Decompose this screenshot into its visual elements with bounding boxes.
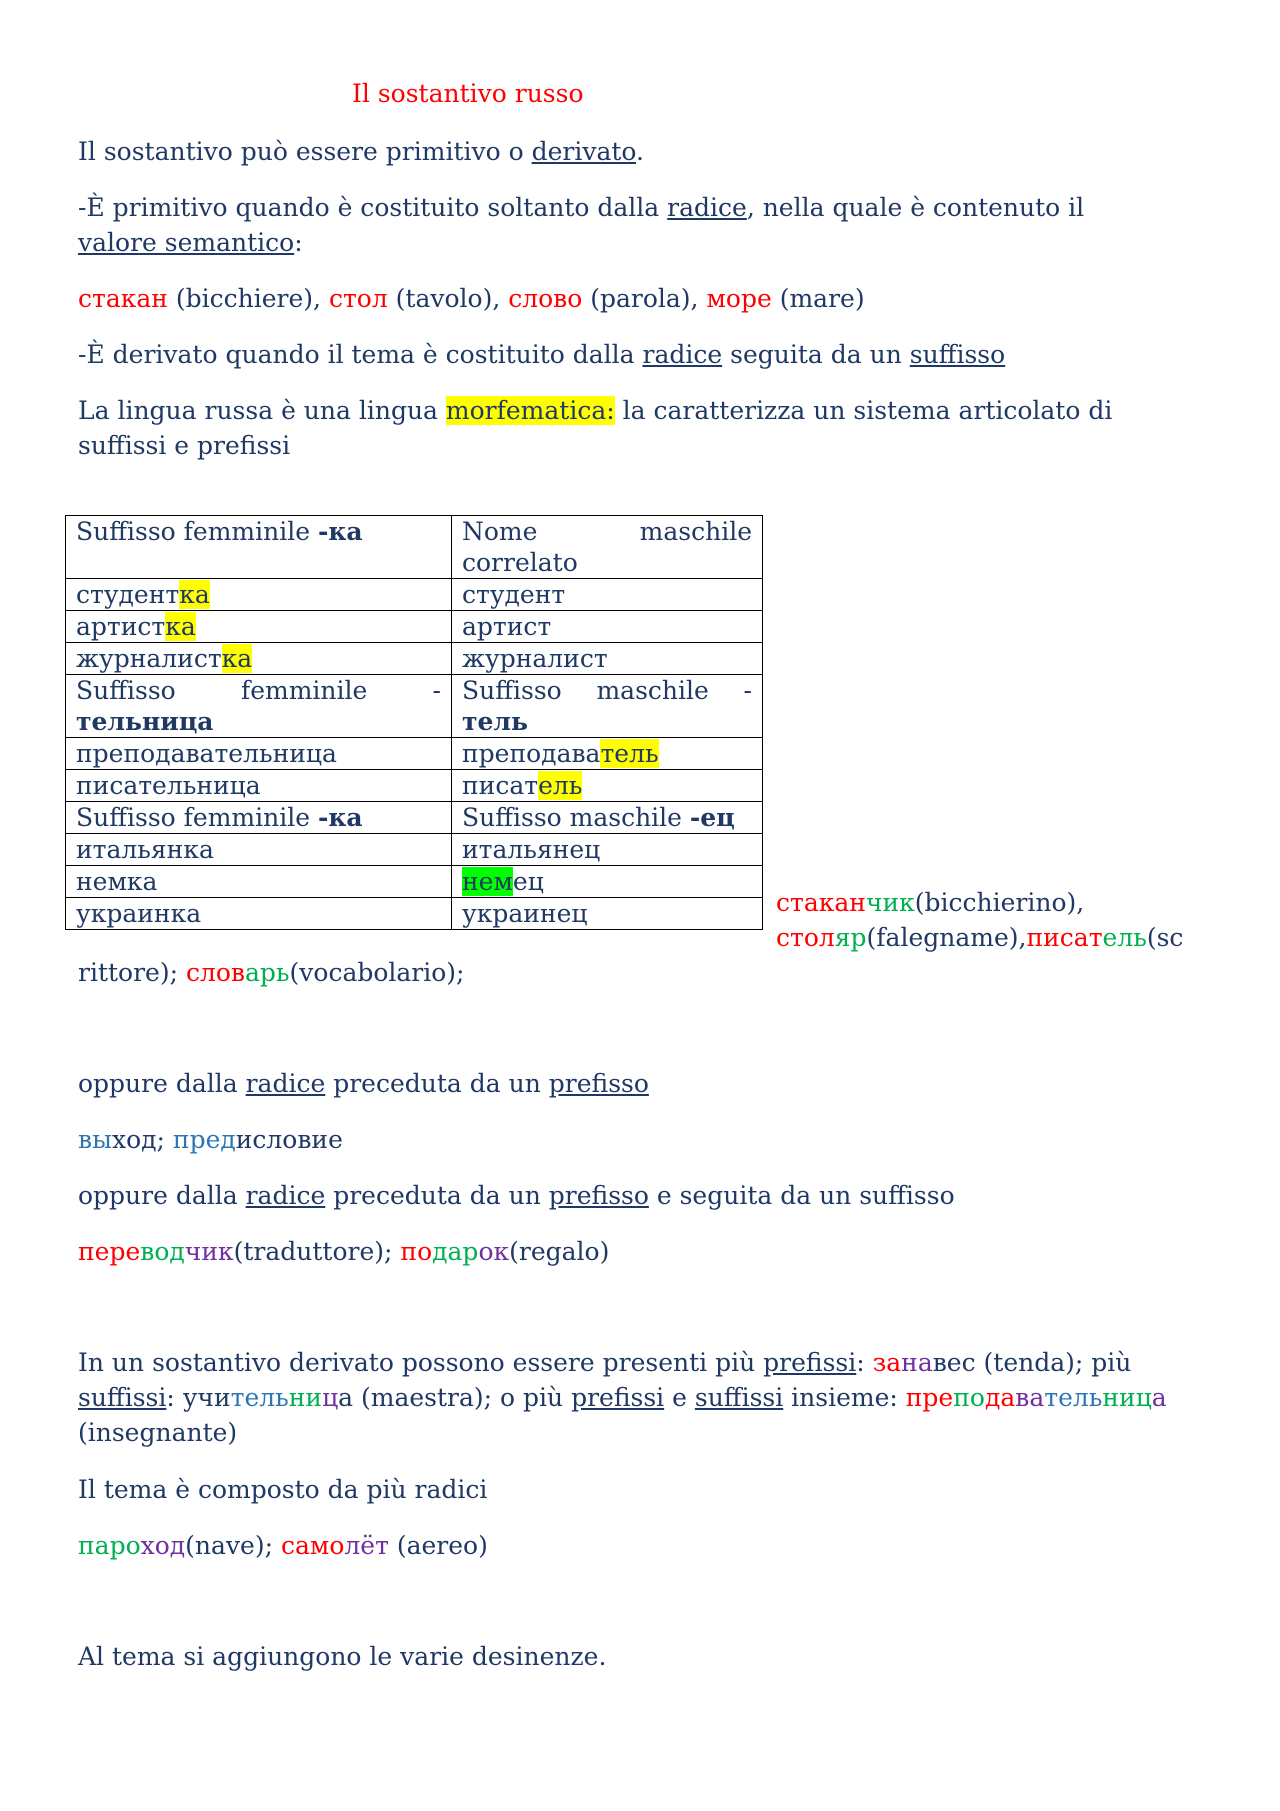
- table-row: [66, 675, 763, 738]
- multi-line-1: In un sostantivo derivato possono essere presenti più prefissi: занавес (tenda); più: [78, 1348, 1132, 1377]
- primitive-paragraph: [78, 190, 1210, 260]
- table-row: [66, 611, 763, 643]
- table-cell: Suffisso maschile - тель: [452, 675, 763, 738]
- multi-paragraph: [78, 1345, 1210, 1450]
- morph-line-2: suffissi e prefissi: [78, 431, 291, 460]
- intro-punct: .: [636, 137, 644, 166]
- table-row: [66, 643, 763, 675]
- table-cell: немец: [452, 866, 763, 898]
- table-row: [66, 770, 763, 802]
- primitive-line-2: [78, 225, 1210, 260]
- derivato-text: -È derivato quando il tema è costituito dalla: [78, 340, 643, 369]
- example-ru: стакан: [78, 284, 168, 313]
- example-it: (bicchiere),: [167, 284, 329, 313]
- table-row: [66, 802, 763, 834]
- suffix-example: столяр(falegname),писатель(sc: [776, 923, 1184, 952]
- table-row: [66, 898, 763, 930]
- intro-text: Il sostantivo può essere primitivo o: [78, 137, 532, 166]
- prefix-examples: выход; предисловие: [78, 1125, 343, 1154]
- both-paragraph: oppure dalla radice preceduta da un prefisso e seguita da un suffisso: [78, 1181, 955, 1210]
- table-cell: итальянец: [452, 834, 763, 866]
- radice-term: radice: [642, 340, 723, 369]
- example-it: (mare): [771, 284, 865, 313]
- example-it: (tavolo),: [387, 284, 509, 313]
- radice-term: radice: [245, 1069, 326, 1098]
- suffix-table: [65, 515, 763, 930]
- table-cell: Nome maschile correlato: [452, 516, 763, 579]
- table-cell: итальянка: [66, 834, 452, 866]
- primitive-text: -È primitivo quando è costituito soltanto dalla radice, nella quale è contenuto il: [78, 193, 1085, 222]
- suffisso-term: suffisso: [909, 340, 1006, 369]
- table-row: [66, 516, 763, 579]
- derivato-paragraph: [78, 337, 1210, 372]
- table-row: [66, 738, 763, 770]
- morph-paragraph: [78, 393, 1210, 463]
- table-cell: преподавательница: [66, 738, 452, 770]
- table-cell: артистка: [66, 611, 452, 643]
- primitive-punct: :: [294, 228, 303, 257]
- both-examples: переводчик(traduttore); подарок(regalo): [78, 1237, 610, 1266]
- table-cell: немка: [66, 866, 452, 898]
- derivato-text-mid: seguita da un: [722, 340, 910, 369]
- morfematica-highlight: morfematica:: [445, 396, 615, 425]
- suffix-examples-side: [776, 885, 1216, 955]
- radice-term: radice: [245, 1181, 326, 1210]
- table-cell: Suffisso maschile -ец: [452, 802, 763, 834]
- table-cell: писатель: [452, 770, 763, 802]
- radice-term: radice: [667, 193, 747, 222]
- primitive-line-1: [78, 190, 1210, 225]
- table-cell: журналист: [452, 643, 763, 675]
- table-cell: преподаватель: [452, 738, 763, 770]
- example-ru: слово: [508, 284, 583, 313]
- prefisso-term: prefisso: [548, 1069, 649, 1098]
- valore-semantico-term: valore semantico: [78, 228, 295, 257]
- roots-examples: пароход(nave); самолёт (aereo): [78, 1531, 488, 1560]
- multi-line-3: (insegnante): [78, 1418, 238, 1447]
- roots-paragraph: Il tema è composto da più radici: [78, 1475, 488, 1504]
- example-ru: стол: [328, 284, 388, 313]
- page-title: Il sostantivo russo: [352, 79, 584, 108]
- table-cell: украинка: [66, 898, 452, 930]
- table-row: [66, 834, 763, 866]
- prefix-paragraph: oppure dalla radice preceduta da un prefisso: [78, 1069, 649, 1098]
- table-cell: Suffisso femminile -ка: [66, 516, 452, 579]
- table-row: [66, 579, 763, 611]
- prefisso-term: prefisso: [548, 1181, 649, 1210]
- example-it: (parola),: [582, 284, 707, 313]
- table-cell: журналистка: [66, 643, 452, 675]
- primitive-examples: [78, 281, 1210, 316]
- derivato-term: derivato: [531, 137, 637, 166]
- suffix-examples-cont: rittore); словарь(vocabolario);: [78, 958, 465, 987]
- table-cell: артист: [452, 611, 763, 643]
- table-row: [66, 866, 763, 898]
- multi-line-2: suffissi: учительница (maestra); o più prefissi e suffissi insieme: преподавательница: [78, 1383, 1167, 1412]
- intro-paragraph: [78, 134, 1210, 169]
- table-cell: писательница: [66, 770, 452, 802]
- example-ru: море: [706, 284, 772, 313]
- table-cell: украинец: [452, 898, 763, 930]
- table-cell: Suffisso femminile -ка: [66, 802, 452, 834]
- morph-line-1: La lingua russa è una lingua morfematica: la caratterizza un sistema articolato di: [78, 396, 1113, 425]
- final-paragraph: Al tema si aggiungono le varie desinenze.: [78, 1642, 607, 1671]
- table-cell: студентка: [66, 579, 452, 611]
- suffix-example: стаканчик(bicchierino),: [776, 888, 1085, 917]
- table-cell: Suffisso femminile - тельница: [66, 675, 452, 738]
- table-cell: студент: [452, 579, 763, 611]
